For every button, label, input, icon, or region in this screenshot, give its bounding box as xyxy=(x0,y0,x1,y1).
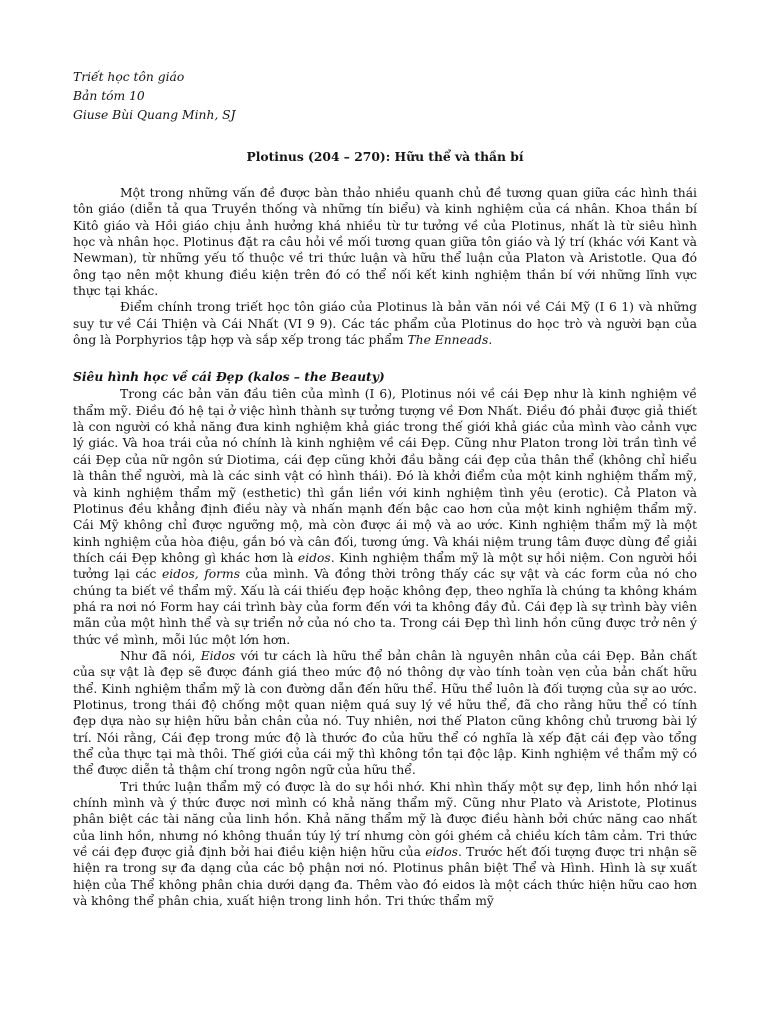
italic-term-eidos: eidos xyxy=(297,550,331,565)
italic-term-eidos-forms: eidos, forms xyxy=(161,567,241,582)
author-name: Giuse Bùi Quang Minh, SJ xyxy=(73,108,236,122)
section-paragraph-3: Tri thức luận thẩm mỹ có được là do sự hồi nhớ. Khi nhìn thấy một sự đẹp, linh hồn nhớ lại chính mình và ý thức được nơi mình có khả năng thẩm mỹ. Cũng như Plato và Aristote, Plotinus phân biệt các tài năng của linh hồn. Khả năng thẩm mỹ là được điều hành bởi chức năng cao nhất của linh hồn, nhưng nó không thuần túy lý trí nhưng còn gói ghém cả chiều kích tâm cảm. Tri thức về cái đẹp được giả định bởi hai điều kiện hiện hữu của eidos. Trước hết đối tượng được tri nhận sẽ hiện ra trong sự đa dạng của các bộ phận nơi nó. Plotinus phân biệt Thể và Hình. Hình là sự xuất hiện của Thể không phân chia dưới dạng đa. Thêm vào đó eidos là một cách thức hiện hữu cao hơn và không thể phân chia, xuất hiện trong linh hồn. Tri thức thẩm mỹ xyxy=(73,779,697,909)
section-heading: Siêu hình học về cái Đẹp (kalos – the Beauty) xyxy=(73,369,385,385)
section-paragraph-1: Trong các bản văn đầu tiên của mình (I 6), Plotinus nói về cái Đẹp như là kinh nghiệm về thẩm mỹ. Điều đó hệ tại ở việc hình thành sự tưởng tượng về Đơn Nhất. Điều đó phải được giả thiết là con người có khả năng đưa kinh nghiệm khả giác trong thế giới khả giác của mình vào cảnh vực lý giác. Và hoa trái của nó chính là kinh nghiệm về cái Đẹp. Cũng như Platon trong lời trần tình về cái Đẹp của nữ ngôn sứ Diotima, cái đẹp cũng khởi đầu bằng cái đẹp của thân thể (không chỉ hiểu là thân thể người, mà là các sinh vật có hình thái). Đó là khởi điểm của một kinh nghiệm thẩm mỹ, và kinh nghiệm thẩm mỹ (esthetic) thì gắn liền với kinh nghiệm tình yêu (erotic). Cả Platon và Plotinus đều khẳng định điều này và nhấn mạnh đến bậc cao hơn của một kinh nghiệm thẩm mỹ. Cái Mỹ không chỉ được ngưỡng mộ, mà còn được ái mộ và ao ước. Kinh nghiệm thẩm mỹ là một kinh nghiệm của hòa điệu, gắn bó và cân đối, tương ứng. Và khái niệm trung tâm được dùng để giải thích cái Đẹp không gì khác hơn là eidos. Kinh nghiệm thẩm mỹ là một sự hồi niệm. Con người hồi tưởng lại các eidos, forms của mình. Và đồng thời trông thấy các sự vật và các form của nó cho chúng ta biết về thẩm mỹ. Xấu là cái thiếu đẹp hoặc không đẹp, theo nghĩa là chúng ta không khám phá ra nơi nó Form hay cái trình bày của form đến với ta không đầy đủ. Cái đẹp là sự trình bày viên mãn của một hình thể và sự triển nở của nó cho ta. Trong cái Đẹp thì linh hồn cũng được trở nên ý thức về mình, mỗi lúc một lớn hơn. xyxy=(73,387,697,647)
document-header xyxy=(73,68,697,125)
intro-paragraph-1: Một trong những vấn đề được bàn thảo nhiều quanh chủ đề tương quan giữa các hình thái tôn giáo (diễn tả qua Truyền thống và những tín biểu) và kinh nghiệm của cá nhân. Khoa thần bí Kitô giáo và Hồi giáo chịu ảnh hưởng khá nhiều từ tư tưởng về của Plotinus, nhất là từ siêu hình học và nhân học. Plotinus đặt ra câu hỏi về mối tương quan giữa tôn giáo và lý trí (khác với Kant và Newman), từ những yếu tố thuộc về tri thức luận và hữu thể luận của Platon và Aristotle. Qua đó ông tạo nên một khung điều kiện trên đó có thể nối kết kinh nghiệm thần bí với những lĩnh vực thực tại khác. xyxy=(73,186,697,299)
summary-number: Bản tóm 10 xyxy=(73,89,145,103)
course-title: Triết học tôn giáo xyxy=(73,70,185,84)
intro-paragraph-2: Điểm chính trong triết học tôn giáo của Plotinus là bản văn nói về Cái Mỹ (I 6 1) và những suy tư về Cái Thiện và Cái Nhất (VI 9 9). Các tác phẩm của Plotinus do học trò và người bạn của ông là Porphyrios tập hợp và sắp xếp trong tác phẩm The Enneads. xyxy=(73,300,697,348)
document-title: Plotinus (204 – 270): Hữu thể và thần bí xyxy=(246,149,524,164)
document-body xyxy=(73,185,697,909)
enneads-title: The Enneads xyxy=(407,333,489,348)
section-paragraph-2: Như đã nói, Eidos với tư cách là hữu thể bản chân là nguyên nhân của cái Đẹp. Bản chất của sự vật là đẹp sẽ được đánh giá theo mức độ nó thông dự vào tính toàn vẹn của bản chất hữu thể. Kinh nghiệm thẩm mỹ là con đường dẫn đến hữu thể. Hữu thể luôn là đối tượng của sự ao ước. Plotinus, trong thái độ chống một quan niệm quá suy lý về hữu thể, đã cho rằng hữu thể có tính đẹp dựa nào sự hiện hữu bản chân của nó. Tuy nhiên, nơi thế Platon cũng không chủ trương bài lý trí. Nói rằng, Cái đẹp trong mức độ là thước đo của hữu thể có nghĩa là xếp đặt cái đẹp vào tổng thể của thực tại mà thôi. Thế giới của cái mỹ thì không tồn tại độc lập. Kinh nghiệm về thẩm mỹ có thể được diễn tả thậm chí trong ngôn ngữ của hữu thể. xyxy=(73,648,697,778)
italic-term-eidos-cap: Eidos xyxy=(200,648,236,663)
italic-term-eidos-2: eidos xyxy=(425,845,458,860)
